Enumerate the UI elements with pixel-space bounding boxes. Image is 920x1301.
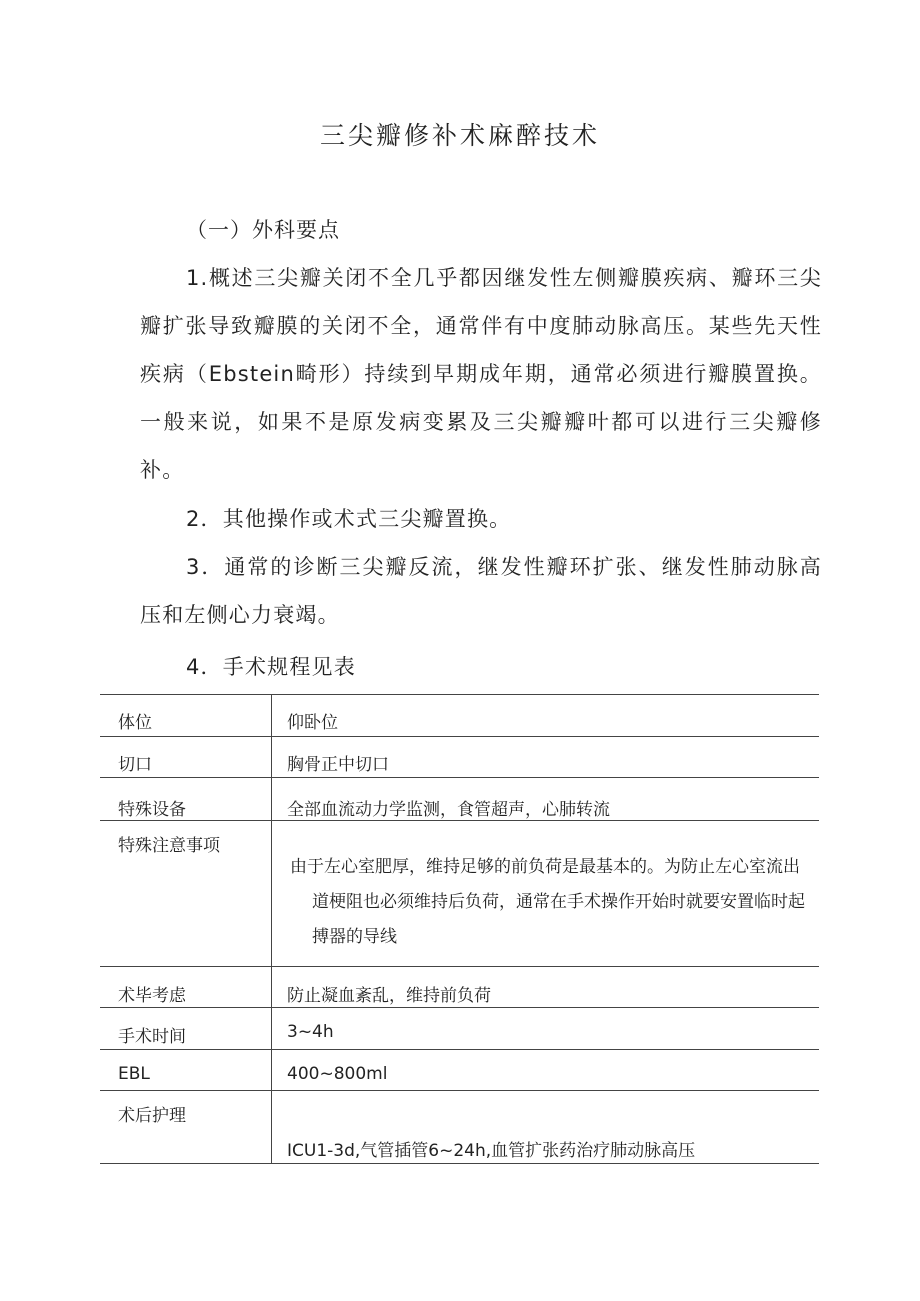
row-label: 特殊注意事项 <box>100 821 272 967</box>
row-label: 手术时间 <box>100 1008 272 1050</box>
row-value: 400~800ml <box>272 1050 820 1091</box>
row-value: ICU1-3d,气管插管6~24h,血管扩张药治疗肺动脉高压 <box>272 1091 820 1164</box>
table-row <box>100 737 819 778</box>
row-value: 仰卧位 <box>272 695 820 737</box>
row-label: EBL <box>100 1050 272 1091</box>
row-label: 术后护理 <box>100 1091 272 1164</box>
paragraph-overview: 1.概述三尖瓣关闭不全几乎都因继发性左侧瓣膜疾病、瓣环三尖瓣扩张导致瓣膜的关闭不全，通常伴有中度肺动脉高压。某些先天性疾病（Ebstein畸形）持续到早期成年期，通常必须进行瓣膜置换。一般来说，如果不是原发病变累及三尖瓣瓣叶都可以进行三尖瓣修补。 <box>140 266 822 482</box>
paragraph-other-procedures: 2．其他操作或术式三尖瓣置换。 <box>186 507 512 531</box>
row-label: 切口 <box>100 737 272 778</box>
row-value <box>272 821 820 967</box>
row-label: 体位 <box>100 695 272 737</box>
table-row <box>100 1050 819 1091</box>
special-notes-text: 由于左心室肥厚，维持足够的前负荷是最基本的。为防止左心室流出道梗阻也必须维持后负荷，通常在手术操作开始时就要安置临时起搏器的导线 <box>290 857 805 947</box>
table-row <box>100 695 819 737</box>
row-label: 术毕考虑 <box>100 967 272 1008</box>
paragraph-table-intro: 4．手术规程见表 <box>186 655 356 679</box>
row-value: 全部血流动力学监测，食管超声，心肺转流 <box>272 778 820 821</box>
table-row <box>100 778 819 821</box>
table-row <box>100 1008 819 1050</box>
surgery-protocol-table <box>100 694 819 1164</box>
row-value: 防止凝血紊乱，维持前负荷 <box>272 967 820 1008</box>
section-heading: （一）外科要点 <box>186 218 340 242</box>
table-row <box>100 967 819 1008</box>
row-value: 3~4h <box>272 1008 820 1050</box>
table-row <box>100 821 819 967</box>
paragraph-diagnosis: 3．通常的诊断三尖瓣反流，继发性瓣环扩张、继发性肺动脉高压和左侧心力衰竭。 <box>140 555 822 627</box>
document-title: 三尖瓣修补术麻醉技术 <box>319 121 600 150</box>
row-label: 特殊设备 <box>100 778 272 821</box>
table-row <box>100 1091 819 1164</box>
row-value: 胸骨正中切口 <box>272 737 820 778</box>
